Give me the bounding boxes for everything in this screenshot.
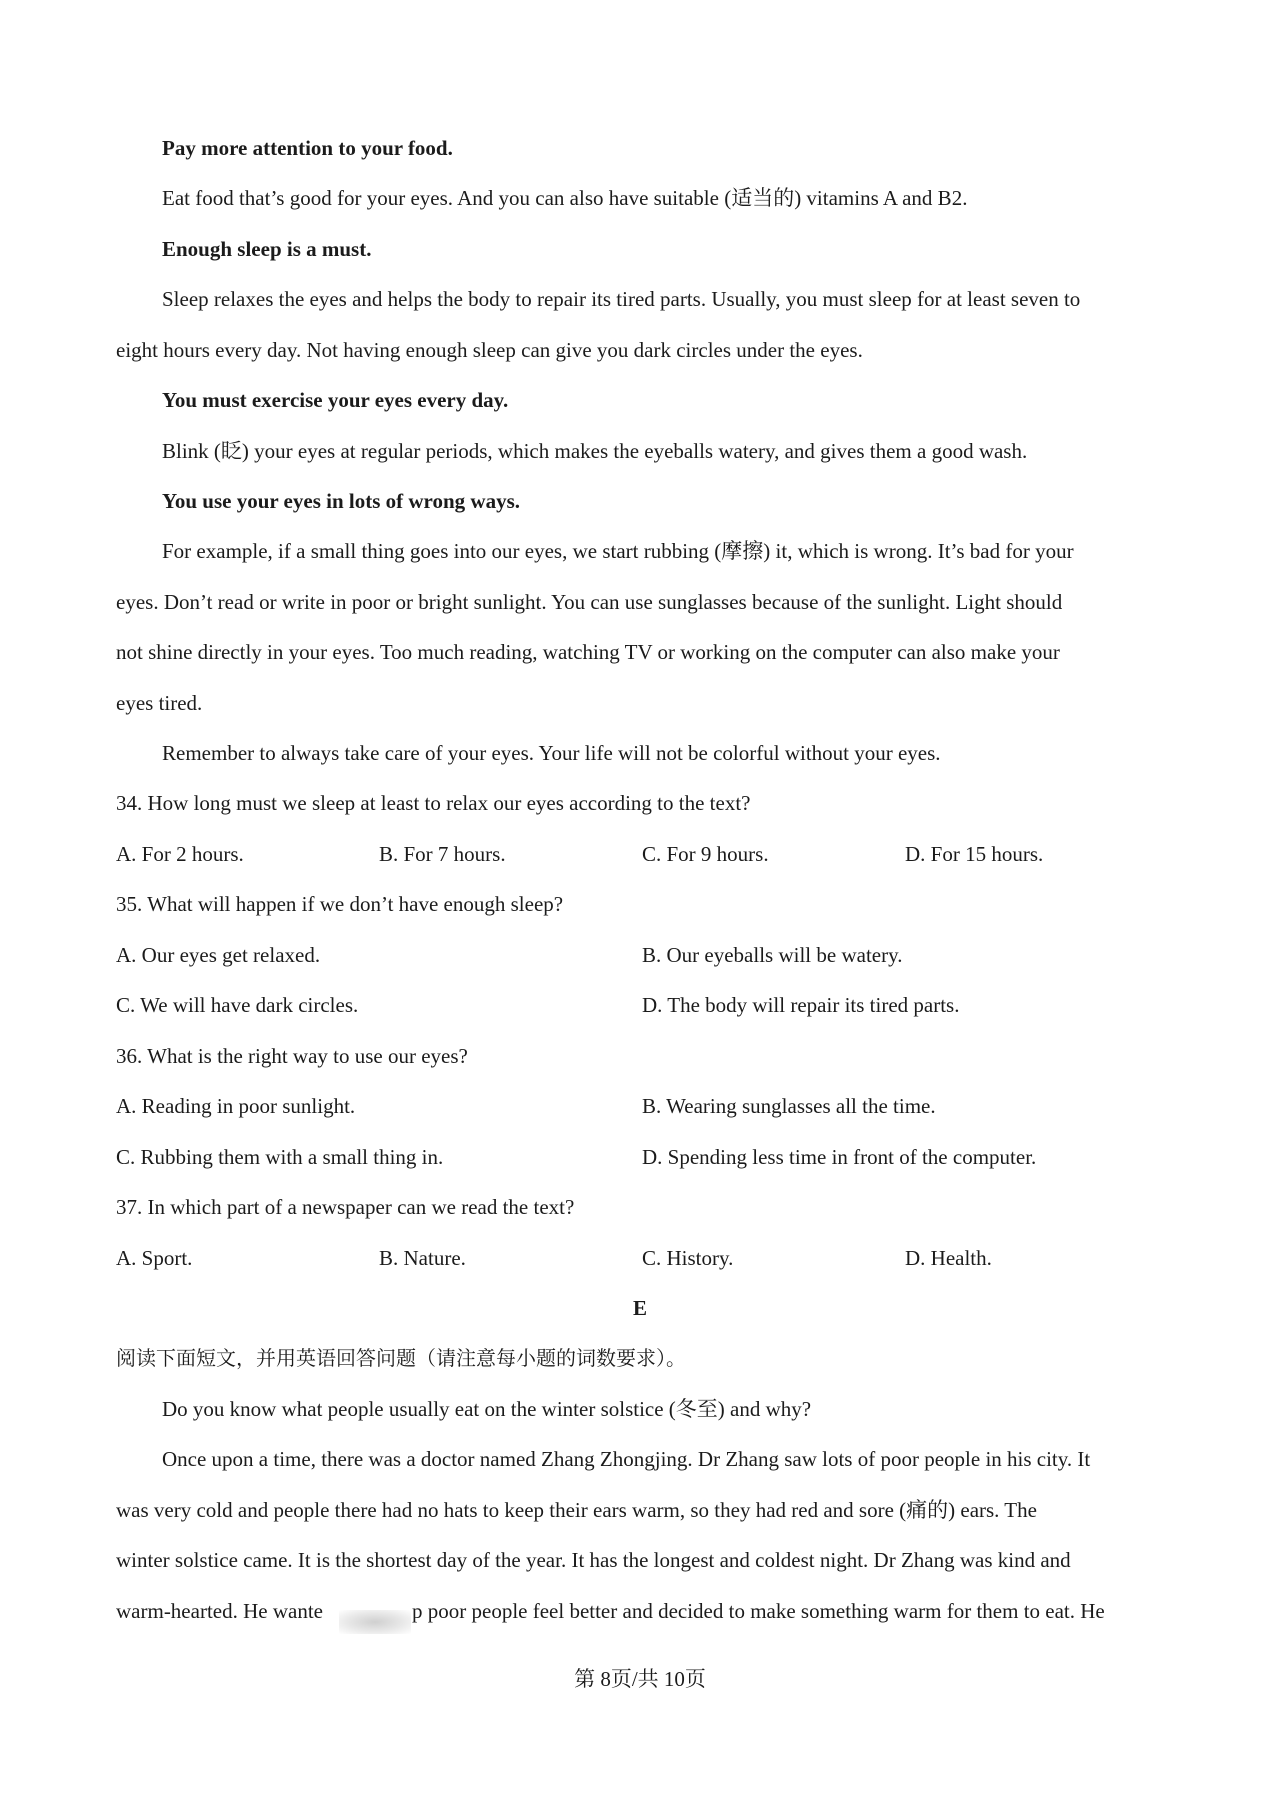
section-e-paragraph-line2: was very cold and people there had no hats to keep their ears warm, so they had red and sore (痛的) ears. The	[116, 1498, 1037, 1522]
section-e-paragraph-line4-start: warm-hearted. He wante	[116, 1599, 323, 1623]
question-36-option-d: D. Spending less time in front of the computer.	[642, 1145, 1037, 1169]
question-37-option-d: D. Health.	[905, 1246, 992, 1270]
question-37-option-a: A. Sport.	[116, 1246, 193, 1270]
question-37-option-c: C. History.	[642, 1246, 734, 1270]
section-e-instruction: 阅读下面短文，并用英语回答问题（请注意每小题的词数要求）。	[116, 1346, 686, 1370]
section-e-intro: Do you know what people usually eat on the winter solstice (冬至) and why?	[162, 1397, 812, 1421]
section-e-paragraph-line4-end: p poor people feel better and decided to make something warm for them to eat. He	[412, 1599, 1105, 1623]
paragraph-sleep-line2: eight hours every day. Not having enough sleep can give you dark circles under the eyes.	[116, 338, 863, 362]
question-37-option-b: B. Nature.	[379, 1246, 466, 1270]
paragraph-wrong-ways-line2: eyes. Don’t read or write in poor or bright sunlight. You can use sunglasses because of the sunlight. Light should	[116, 590, 1063, 614]
heading-exercise: You must exercise your eyes every day.	[162, 388, 509, 412]
paragraph-sleep-line1: Sleep relaxes the eyes and helps the body to repair its tired parts. Usually, you must sleep for at least seven to	[162, 287, 1081, 311]
question-36-option-c: C. Rubbing them with a small thing in.	[116, 1145, 444, 1169]
heading-food: Pay more attention to your food.	[162, 136, 453, 160]
question-37-stem: 37. In which part of a newspaper can we read the text?	[116, 1195, 575, 1219]
question-36-option-b: B. Wearing sunglasses all the time.	[642, 1094, 936, 1118]
page-number: 第 8页/共 10页	[574, 1667, 706, 1691]
question-34-option-a: A. For 2 hours.	[116, 842, 244, 866]
paragraph-conclusion: Remember to always take care of your eyes. Your life will not be colorful without your eyes.	[162, 741, 941, 765]
question-34-option-b: B. For 7 hours.	[379, 842, 506, 866]
question-36-option-a: A. Reading in poor sunlight.	[116, 1094, 356, 1118]
question-36-stem: 36. What is the right way to use our eyes?	[116, 1044, 468, 1068]
heading-wrong-ways: You use your eyes in lots of wrong ways.	[162, 489, 521, 513]
question-35-option-b: B. Our eyeballs will be watery.	[642, 943, 903, 967]
paragraph-wrong-ways-line4: eyes tired.	[116, 691, 203, 715]
paragraph-exercise: Blink (眨) your eyes at regular periods, which makes the eyeballs watery, and gives them a good wash.	[162, 439, 1028, 463]
section-e-paragraph-line1: Once upon a time, there was a doctor named Zhang Zhongjing. Dr Zhang saw lots of poor people in his city. It	[162, 1447, 1091, 1471]
question-35-option-a: A. Our eyes get relaxed.	[116, 943, 321, 967]
question-35-option-d: D. The body will repair its tired parts.	[642, 993, 960, 1017]
heading-sleep: Enough sleep is a must.	[162, 237, 372, 261]
question-34-option-c: C. For 9 hours.	[642, 842, 769, 866]
section-e-paragraph-line3: winter solstice came. It is the shortest day of the year. It has the longest and coldest night. Dr Zhang was kind and	[116, 1548, 1071, 1572]
paragraph-wrong-ways-line3: not shine directly in your eyes. Too much reading, watching TV or working on the computer can also make your	[116, 640, 1060, 664]
smudge-mark	[339, 1610, 411, 1634]
question-34-stem: 34. How long must we sleep at least to relax our eyes according to the text?	[116, 791, 751, 815]
question-34-option-d: D. For 15 hours.	[905, 842, 1044, 866]
paragraph-wrong-ways-line1: For example, if a small thing goes into our eyes, we start rubbing (摩擦) it, which is wrong. It’s bad for your	[162, 539, 1074, 563]
question-35-option-c: C. We will have dark circles.	[116, 993, 359, 1017]
paragraph-food: Eat food that’s good for your eyes. And you can also have suitable (适当的) vitamins A and B2.	[162, 186, 968, 210]
section-e-title: E	[632, 1296, 647, 1320]
question-35-stem: 35. What will happen if we don’t have enough sleep?	[116, 892, 564, 916]
